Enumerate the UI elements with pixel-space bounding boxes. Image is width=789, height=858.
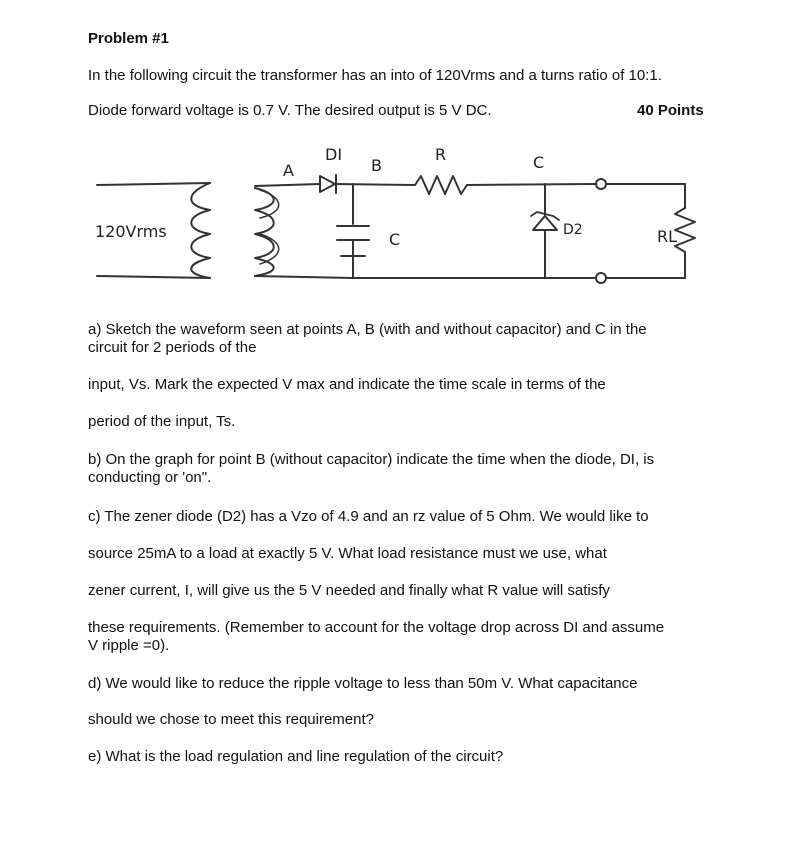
source-label: 120Vrms	[95, 222, 167, 241]
question-c-line-1	[88, 508, 649, 526]
question-a-line-4: period of the input, Ts.	[88, 413, 236, 430]
intro-line-2: Diode forward voltage is 0.7 V. The desired output is 5 V DC.	[88, 102, 492, 119]
question-a-line-2: circuit for 2 periods of the	[88, 339, 257, 356]
question-c-line-3: zener current, I, will give us the 5 V needed and finally what R value will satisfy	[88, 582, 610, 599]
question-c-line-1-end: value of 5 Ohm. We would like to	[425, 508, 649, 525]
node-c-label: C	[533, 153, 545, 172]
load-label: RL	[657, 227, 678, 246]
transformer-primary-coil	[191, 183, 210, 278]
circuit-diagram	[85, 138, 715, 308]
question-c-line-4: these requirements. (Remember to account for the voltage drop across DI and assume	[88, 619, 665, 636]
question-c-line-5: V ripple =0).	[88, 637, 170, 654]
node-a-label: A	[283, 161, 294, 180]
question-d-line-2: should we chose to meet this requirement?	[88, 711, 374, 728]
wire-c	[467, 184, 595, 185]
resistor-label: R	[435, 145, 447, 164]
intro-line-1: In the following circuit the transformer has an into of 120Vrms and a turns ratio of 10:1.	[88, 67, 662, 84]
wire-bottom-return	[255, 276, 353, 278]
wire-secondary-top	[255, 184, 320, 186]
output-terminal-bottom	[596, 273, 606, 283]
input-wire-top	[97, 183, 210, 185]
capacitor-label: C	[389, 230, 401, 249]
question-e-line-1: e) What is the load regulation and line regulation of the circuit?	[88, 748, 504, 765]
question-a-line-1: a) Sketch the waveform seen at points A, B (with and without capacitor) and C in the	[88, 321, 647, 338]
question-d-line-1: d) We would like to reduce the ripple voltage to less than 50m V. What capacitance	[88, 675, 638, 692]
node-b-label: B	[371, 156, 382, 175]
zener-label: D2	[563, 222, 583, 238]
zener-resistance-symbol: rz	[412, 508, 426, 525]
question-a-line-3: input, Vs. Mark the expected V max and indicate the time scale in terms of the	[88, 376, 606, 393]
zener-d2-symbol	[533, 216, 557, 230]
wire-b	[336, 184, 415, 185]
output-terminal-top	[596, 179, 606, 189]
problem-title: Problem #1	[88, 30, 169, 47]
diode-d1-label: DI	[325, 145, 343, 164]
question-c-line-1-start: c) The zener diode (D2) has a Vzo of 4.9 and an	[88, 508, 413, 525]
question-c-line-2: source 25mA to a load at exactly 5 V. What load resistance must we use, what	[88, 545, 607, 562]
load-resistor-symbol	[675, 208, 695, 252]
transformer-core	[260, 190, 279, 218]
question-b-line-1: b) On the graph for point B (without capacitor) indicate the time when the diode, DI, is	[88, 451, 655, 468]
diode-d1-symbol	[320, 176, 335, 192]
points-label: 40 Points	[637, 102, 704, 119]
resistor-symbol	[415, 176, 467, 194]
input-wire-bottom	[97, 276, 210, 278]
question-b-line-2: conducting or 'on".	[88, 469, 212, 486]
